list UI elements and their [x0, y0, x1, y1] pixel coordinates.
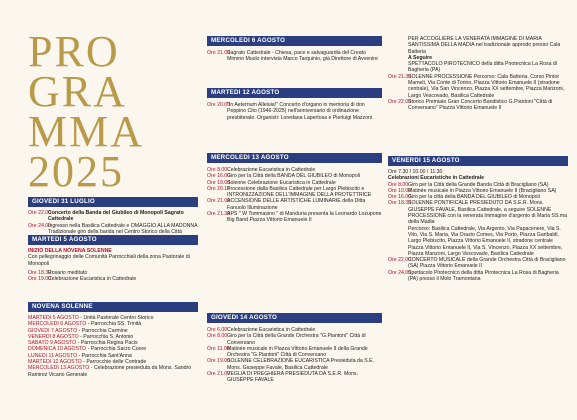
novena-item: GIOVEDI 7 AGOSTO - Parrocchia Carmine — [28, 327, 128, 334]
morning-masses-label: Celebrazioni Eucaristiche in Cattedrale — [388, 175, 484, 182]
section-martedi-12 — [207, 88, 382, 121]
novena-item: MERCOLEDI 6 AGOSTO - Parrocchia SS. Trinità — [28, 321, 142, 328]
novena-item: SABATO 9 AGOSTO - Parrocchia Regina Pacis — [28, 340, 138, 347]
event-row: Ore 21.30 APS " W Tommasino " di Manduria presenta la Leonardo Lozupone Big Band Piazza Vittorio Emanuele II — [207, 211, 382, 224]
fireworks-text: SPETTACOLO PIROTECNICO della ditta Pirotecnica La Rosa di Bagheria (PA) — [408, 61, 557, 74]
novena-item: MARTEDI 5 AGOSTO - Unità Pastorale Centro Storico — [28, 315, 154, 321]
section-novena — [28, 302, 198, 378]
event-row: Ore 21.00 Sagrato Cattedrale - Chiesa, pace e salvaguardia del Creato Mimmo Muolo intervista Marco Tarquinio, già Direttore di Avvenire — [207, 50, 378, 63]
section-mercoledi-13 — [207, 153, 382, 224]
event-row: Ore 20.00 "In Aeternum Alleluia!" Concerto d'organo in memoria di don Peppino Cito (1946-2025) nell'anniversario di ordinazione presbiterale. Organisti: Loredana Lapertosa e Pierluigi Mazzoni — [207, 102, 373, 121]
event-row: Ore 19.00 SOLENNE CELEBRAZIONE EUCARISTICA Presieduta da S.E. Mons. Giuseppe Favale, Basilica Cattedrale — [207, 358, 375, 371]
approdo-text: PER ACCOGLIERE LA VENERATA IMMAGINE DI MARIA SANTISSIMA DELLA MADIA nel tradizionale approdo presso Cala Batteria — [408, 36, 561, 55]
event-row: Ore 10.00 Matinée musicale in Piazza Vittorio Emanuele II (Bracigliano SA) — [388, 187, 557, 194]
program-title — [28, 27, 198, 196]
title-line: PRO — [28, 27, 120, 76]
event-row: Ore 21.00 VEGLIA DI PREGHIERA PRESIEDUTA DA S.E.R. Mons. GIUSEPPE FAVALE — [207, 371, 359, 384]
event-row: Ore 18.30 SOLENNE PONTIFICALE PRESIEDUTO DA S.E.R. Mons. GIUSEPPE FAVALE, Basilica Cattedrale, a seguire SOLENNE PROCESSIONE con la venerata Immagine d'argento di Maria SS.ma della Madia — [388, 200, 567, 226]
event-row: Ore 8.00 Celebrazione Eucaristica in Cattedrale — [207, 167, 316, 173]
pilgrimage-note: Con pellegrinaggio delle Comunità Parrocchiali della zona Pastorale di Monopoli — [28, 254, 190, 267]
event-row: Ore 22.00 CONCERTO MUSICALE della Grande Orchestra Città di Bracigliano (SA) Piazza Vittorio Emanuele II — [388, 257, 566, 270]
a-seguire: A Seguire — [408, 54, 433, 61]
novena-start: INIZIO DELLA NOVENA SOLENNE — [28, 248, 112, 254]
event-row: Ore 20.15 Processione dalla Basilica Cattedrale per Largo Plebiscito e INTRONIZZAZIONE DELL'IMMAGINE DELLA PROTETTRICE — [207, 185, 372, 199]
event-row: Ore 16.00 Giro per la Città della BANDA DEL GIUBILEO di Monopoli — [207, 173, 361, 180]
title-line: MMA — [28, 107, 145, 156]
day-header: MERCOLEDI 6 AGOSTO — [207, 36, 382, 46]
section-continuation — [388, 36, 568, 112]
novena-item: DOMENICA 10 AGOSTO - Parrocchia Sacro Cuore — [28, 346, 147, 353]
title-line: GRA — [28, 67, 127, 116]
column-1 — [28, 0, 198, 420]
event-row: Ore 22.00 Storico Premiato Gran Concerto Bandistico G.Piantoni "Città di Conversano" Piazza Vittorio Emanuele II — [388, 98, 553, 112]
section-mercoledi-6 — [207, 36, 382, 63]
event-row: Ore 11.00 Matinée musicale in Piazza Vittorio Emanuele II della Grande Orchestra "G.Piantoni" Città di Conversano — [207, 345, 368, 359]
event-row: Ore 21.00 ACCENSIONE DELLE ARTISTICHE LUMINARIE della Ditta Fanuolo Illuminazione — [207, 198, 366, 211]
event-row: Ore 22.00 Concerto della Banda del Giubileo di Monopoli Sagrato Cattedrale — [28, 210, 184, 223]
column-3 — [388, 0, 568, 420]
section-giovedi-31 — [28, 197, 198, 235]
event-row: Ore 24.00 Spettacolo Pirotecnico della ditta Pirotecnica La Rosa di Bagheria (PA) presso il Molo Tramontana — [388, 269, 559, 283]
day-header: GIOVEDI 31 LUGLIO — [28, 197, 198, 207]
event-row: Ore 6.00 Celebrazione Eucaristica in Cattedrale — [207, 327, 316, 333]
day-header: NOVENA SOLENNE — [28, 302, 198, 312]
event-row: Percorso: Basilica Cattedrale, Via Argento, Via Papacenere, Via S. Vito, Via S. Maria, Via Orazio Comes, Via Porto, Piazza Garibaldi, Largo Plebiscito, Piazza Vittorio Emanuele II, stradone centrale Piazza Vittorio Emanuele II, Via S. Vincenzo, Piazza XX settembre, Piazza Manzoni, Largo Vescovado, Basilica Cattedrale — [408, 225, 563, 257]
event-row: Ore 24.00 Ingresso nella Basilica Cattedrale e OMAGGIO ALLA MADONNA Tradizionale giro della banda nel Centro Storico della Città — [28, 222, 198, 235]
section-giovedi-14 — [207, 313, 382, 384]
column-2 — [207, 0, 382, 420]
event-row: Ore 16.00 Giro per la città della BANDA DEL GIUBILEO di Monopoli — [388, 194, 540, 201]
section-martedi-5 — [28, 235, 198, 282]
day-header: GIOVEDI 14 AGOSTO — [207, 313, 382, 323]
title-line: 2025 — [28, 147, 124, 196]
event-row: Ore 18.30 Rosario meditato — [28, 269, 88, 276]
novena-item: MARTEDI 12 AGOSTO - Parrocchie delle Contrade — [28, 359, 147, 366]
novena-item: MERCOLEDI 13 AGOSTO - Celebrazione presieduta da Mons. Sandro Ramirez Vicario Generale — [28, 365, 192, 378]
novena-item: LUNEDI 11 AGOSTO - Parrocchia Sant'Anna — [28, 352, 132, 359]
day-header: MERCOLEDI 13 AGOSTO — [207, 153, 382, 163]
novena-item: VENERDI 8 AGOSTO - Parrocchia S. Antonio — [28, 333, 134, 340]
event-row: Ore 19.00 Celebrazione Eucaristica in Cattedrale — [28, 276, 137, 283]
event-row: Ore 8.00 Giro per la Città della Grande Banda Città di Bracigliano (SA) — [388, 181, 549, 188]
event-row: Ore 21.30 SOLENNE PROCESSIONE Percorso: Cala Batteria, Corso Pintor Mameli, Via Conte di Torino, Piazza Vittorio Emanuele II (stradone centrale), Via San Vincenzo, Piazza XX settembre, Piazza Manzoni, Largo Vescovado, Basilica Cattedrale — [388, 73, 565, 99]
section-venerdi-15 — [388, 156, 568, 282]
day-header: MARTEDI 5 AGOSTO — [28, 235, 198, 245]
day-header: MARTEDI 12 AGOSTO — [207, 88, 382, 98]
event-row: Ore 8.00 Giro per la Città della Grande Orchestra "G.Piantoni" Città di Conversano — [207, 333, 366, 346]
event-row: Ore 19.00 Solenne Celebrazione Eucaristica in Cattedrale — [207, 179, 336, 186]
morning-masses-times: Ore 7.30 / 10.00 / 11.30 — [388, 169, 443, 175]
day-header: VENERDI 15 AGOSTO — [388, 156, 568, 166]
